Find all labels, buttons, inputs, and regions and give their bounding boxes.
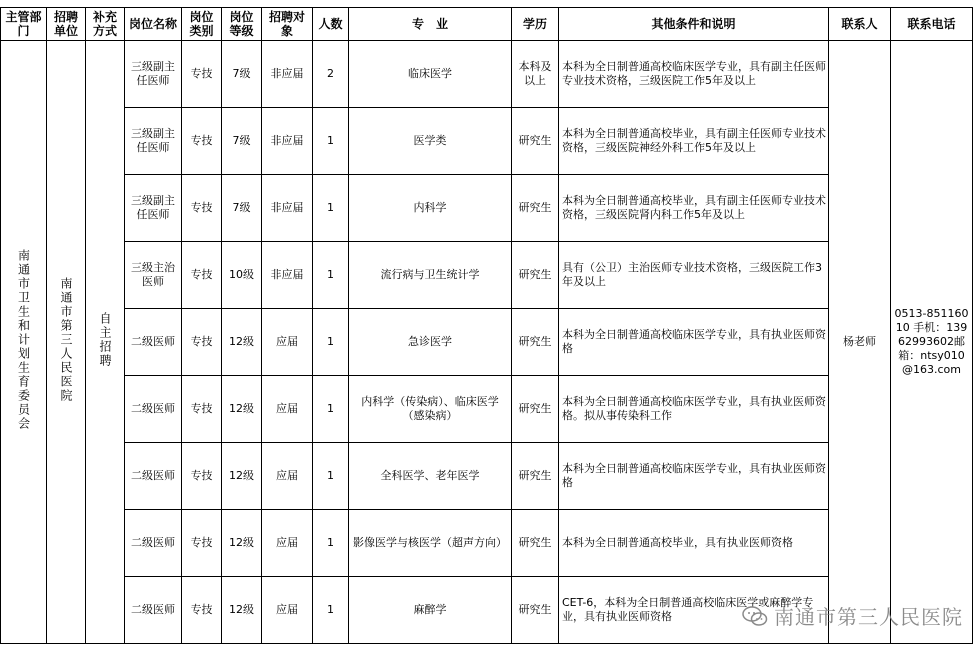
header-grade: 岗位等级 bbox=[222, 8, 262, 41]
watermark-text: 南通市第三人民医院 bbox=[774, 605, 963, 629]
major-cell: 医学类 bbox=[349, 108, 512, 175]
target-cell: 应届 bbox=[262, 376, 313, 443]
contact-cell: 杨老师 bbox=[829, 41, 891, 644]
conditions-cell: 本科为全日制普通高校临床医学专业，具有执业医师资格 bbox=[559, 443, 829, 510]
category-cell: 专技 bbox=[182, 443, 222, 510]
category-cell: 专技 bbox=[182, 175, 222, 242]
grade-cell: 7级 bbox=[222, 108, 262, 175]
post-cell: 二级医师 bbox=[125, 309, 182, 376]
header-contact: 联系人 bbox=[829, 8, 891, 41]
major-cell: 流行病与卫生统计学 bbox=[349, 242, 512, 309]
target-cell: 非应届 bbox=[262, 108, 313, 175]
education-cell: 研究生 bbox=[512, 242, 559, 309]
post-cell: 三级副主任医师 bbox=[125, 41, 182, 108]
education-cell: 本科及以上 bbox=[512, 41, 559, 108]
post-cell: 三级副主任医师 bbox=[125, 175, 182, 242]
conditions-cell: 本科为全日制普通高校毕业，具有副主任医师专业技术资格，三级医院肾内科工作5年及以上 bbox=[559, 175, 829, 242]
target-cell: 应届 bbox=[262, 577, 313, 644]
header-major: 专 业 bbox=[349, 8, 512, 41]
count-cell: 1 bbox=[313, 577, 349, 644]
count-cell: 2 bbox=[313, 41, 349, 108]
header-dept: 主管部门 bbox=[1, 8, 47, 41]
header-method: 补充方式 bbox=[86, 8, 125, 41]
post-cell: 二级医师 bbox=[125, 577, 182, 644]
category-cell: 专技 bbox=[182, 510, 222, 577]
education-cell: 研究生 bbox=[512, 443, 559, 510]
grade-cell: 12级 bbox=[222, 577, 262, 644]
grade-cell: 12级 bbox=[222, 309, 262, 376]
dept-cell bbox=[1, 41, 47, 644]
target-cell: 非应届 bbox=[262, 41, 313, 108]
conditions-cell: 具有（公卫）主治医师专业技术资格，三级医院工作3年及以上 bbox=[559, 242, 829, 309]
unit-text: 南通市第三人民医院 bbox=[59, 277, 73, 403]
wechat-icon bbox=[742, 605, 768, 627]
count-cell: 1 bbox=[313, 443, 349, 510]
count-cell: 1 bbox=[313, 376, 349, 443]
count-cell: 1 bbox=[313, 108, 349, 175]
category-cell: 专技 bbox=[182, 577, 222, 644]
header-education: 学历 bbox=[512, 8, 559, 41]
target-cell: 应届 bbox=[262, 443, 313, 510]
target-cell: 非应届 bbox=[262, 175, 313, 242]
education-cell: 研究生 bbox=[512, 309, 559, 376]
table-row bbox=[1, 108, 973, 175]
category-cell: 专技 bbox=[182, 41, 222, 108]
dept-text: 南通市卫生和计划生育委员会 bbox=[16, 249, 31, 431]
education-cell: 研究生 bbox=[512, 108, 559, 175]
major-cell: 全科医学、老年医学 bbox=[349, 443, 512, 510]
conditions-cell: CET-6，本科为全日制普通高校临床医学或麻醉学专业，具有执业医师资格 bbox=[559, 577, 829, 644]
post-cell: 三级主治医师 bbox=[125, 242, 182, 309]
header-count: 人数 bbox=[313, 8, 349, 41]
category-cell: 专技 bbox=[182, 376, 222, 443]
grade-cell: 12级 bbox=[222, 443, 262, 510]
education-cell: 研究生 bbox=[512, 175, 559, 242]
count-cell: 1 bbox=[313, 242, 349, 309]
education-cell: 研究生 bbox=[512, 577, 559, 644]
conditions-cell: 本科为全日制普通高校毕业，具有执业医师资格 bbox=[559, 510, 829, 577]
table-row bbox=[1, 443, 973, 510]
header-phone: 联系电话 bbox=[891, 8, 973, 41]
education-cell: 研究生 bbox=[512, 510, 559, 577]
table-row bbox=[1, 242, 973, 309]
table-row bbox=[1, 175, 973, 242]
recruitment-table bbox=[0, 7, 973, 644]
watermark bbox=[742, 601, 963, 630]
post-cell: 二级医师 bbox=[125, 376, 182, 443]
method-text: 自主招聘 bbox=[98, 312, 112, 368]
header-post: 岗位名称 bbox=[125, 8, 182, 41]
conditions-cell: 本科为全日制普通高校临床医学专业，具有执业医师资格 bbox=[559, 309, 829, 376]
grade-cell: 12级 bbox=[222, 510, 262, 577]
table-row bbox=[1, 376, 973, 443]
method-cell bbox=[86, 41, 125, 644]
count-cell: 1 bbox=[313, 175, 349, 242]
table-row bbox=[1, 309, 973, 376]
phone-cell: 0513-85116010 手机：13962993602邮箱：ntsy010@163.com bbox=[891, 41, 973, 644]
conditions-cell: 本科为全日制普通高校临床医学专业，具有执业医师资格。拟从事传染科工作 bbox=[559, 376, 829, 443]
post-cell: 三级副主任医师 bbox=[125, 108, 182, 175]
target-cell: 非应届 bbox=[262, 242, 313, 309]
category-cell: 专技 bbox=[182, 309, 222, 376]
grade-cell: 7级 bbox=[222, 175, 262, 242]
header-category: 岗位类别 bbox=[182, 8, 222, 41]
header-unit: 招聘单位 bbox=[47, 8, 86, 41]
count-cell: 1 bbox=[313, 510, 349, 577]
major-cell: 内科学 bbox=[349, 175, 512, 242]
conditions-cell: 本科为全日制普通高校临床医学专业，具有副主任医师专业技术资格，三级医院工作5年及以上 bbox=[559, 41, 829, 108]
post-cell: 二级医师 bbox=[125, 443, 182, 510]
education-cell: 研究生 bbox=[512, 376, 559, 443]
table-row bbox=[1, 41, 973, 108]
header-row bbox=[1, 8, 973, 41]
table-row bbox=[1, 510, 973, 577]
category-cell: 专技 bbox=[182, 108, 222, 175]
header-conditions: 其他条件和说明 bbox=[559, 8, 829, 41]
major-cell: 内科学（传染病）、临床医学（感染病） bbox=[349, 376, 512, 443]
count-cell: 1 bbox=[313, 309, 349, 376]
major-cell: 临床医学 bbox=[349, 41, 512, 108]
grade-cell: 10级 bbox=[222, 242, 262, 309]
grade-cell: 12级 bbox=[222, 376, 262, 443]
unit-cell bbox=[47, 41, 86, 644]
target-cell: 应届 bbox=[262, 510, 313, 577]
category-cell: 专技 bbox=[182, 242, 222, 309]
major-cell: 急诊医学 bbox=[349, 309, 512, 376]
target-cell: 应届 bbox=[262, 309, 313, 376]
header-target: 招聘对象 bbox=[262, 8, 313, 41]
major-cell: 影像医学与核医学（超声方向） bbox=[349, 510, 512, 577]
conditions-cell: 本科为全日制普通高校毕业，具有副主任医师专业技术资格，三级医院神经外科工作5年及以上 bbox=[559, 108, 829, 175]
grade-cell: 7级 bbox=[222, 41, 262, 108]
post-cell: 二级医师 bbox=[125, 510, 182, 577]
major-cell: 麻醉学 bbox=[349, 577, 512, 644]
